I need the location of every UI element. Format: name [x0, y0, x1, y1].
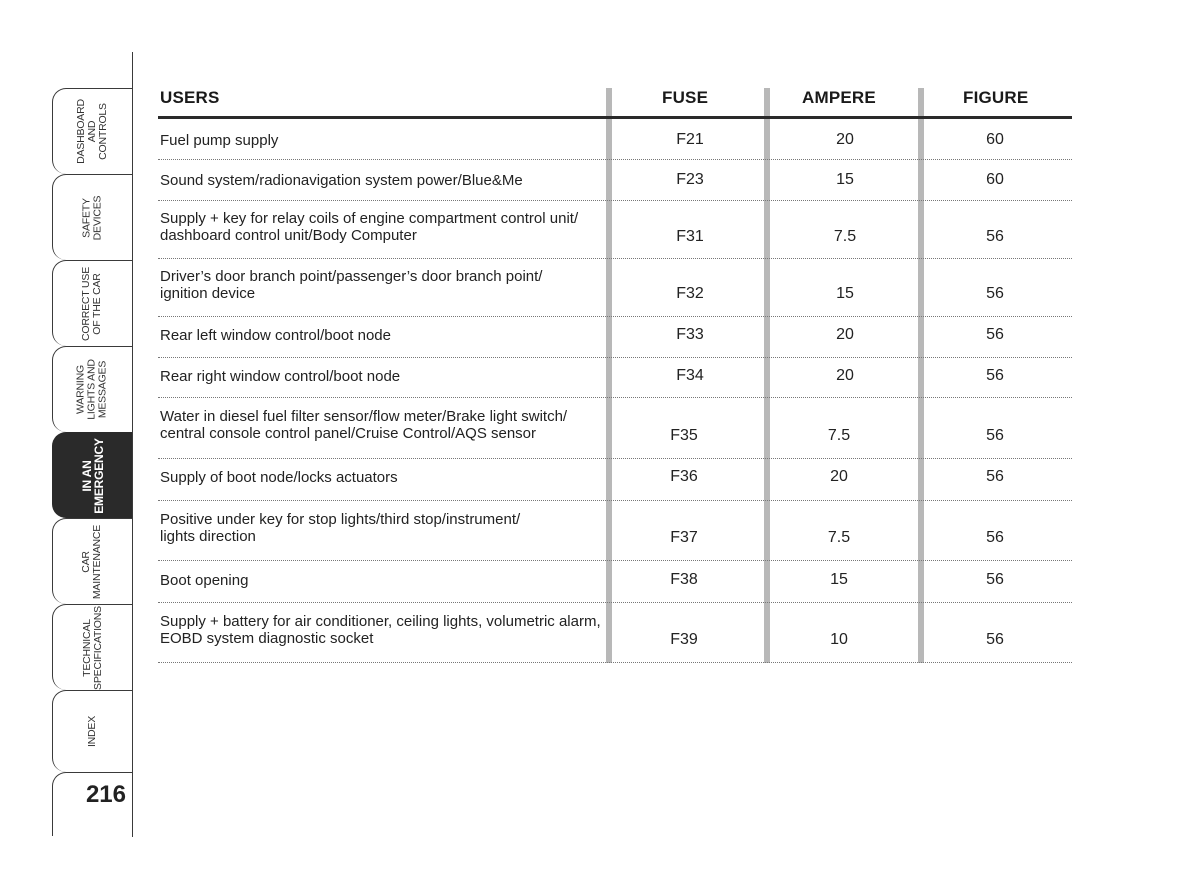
tab-label: SAFETY DEVICES	[80, 195, 104, 240]
cell-users: Supply of boot node/locks actuators	[160, 469, 398, 486]
header-fuse: FUSE	[662, 88, 709, 107]
tab-correct-use-of-the-car[interactable]	[52, 260, 132, 346]
cell-users: Driver’s door branch point/passenger’s door branch point/ ignition device	[160, 268, 543, 302]
sidebar-divider	[132, 52, 133, 837]
table-row	[158, 358, 1072, 398]
cell-fuse: F21	[676, 131, 704, 148]
cell-users: Supply + battery for air conditioner, ceiling lights, volumetric alarm, EOBD system diagnostic socket	[160, 613, 601, 647]
tab-technical-specifications[interactable]	[52, 604, 132, 690]
cell-ampere: 7.5	[833, 228, 857, 245]
cell-fuse: F34	[676, 367, 704, 384]
tab-label: CAR MAINTENANCE	[80, 524, 104, 599]
table-row	[158, 459, 1072, 501]
table-header	[158, 84, 1072, 119]
table-row	[158, 561, 1072, 603]
table-row	[158, 603, 1072, 663]
tab-label: TECHNICAL SPECIFICATIONS	[80, 605, 104, 690]
cell-fuse: F31	[676, 228, 704, 245]
page-number: 216	[85, 781, 126, 808]
cell-ampere: 20	[836, 326, 854, 343]
chapter-sidebar	[0, 0, 140, 886]
cell-ampere: 20	[836, 131, 854, 148]
cell-figure: 56	[986, 529, 1004, 546]
tab-index[interactable]	[52, 690, 132, 772]
cell-ampere: 20	[836, 367, 854, 384]
cell-users: Positive under key for stop lights/third stop/instrument/ lights direction	[160, 511, 521, 545]
cell-figure: 56	[986, 571, 1004, 588]
cell-fuse: F37	[670, 529, 698, 546]
cell-users: Rear right window control/boot node	[160, 368, 401, 385]
tab-dashboard-and-controls[interactable]	[52, 88, 132, 174]
cell-fuse: F39	[670, 631, 698, 648]
tab-in-an-emergency[interactable]	[52, 432, 132, 518]
table-row	[158, 259, 1072, 317]
cell-fuse: F36	[670, 468, 698, 485]
cell-figure: 56	[986, 631, 1004, 648]
cell-ampere: 7.5	[827, 529, 851, 546]
cell-figure: 60	[986, 131, 1004, 148]
cell-figure: 56	[986, 468, 1004, 485]
table-row	[158, 160, 1072, 201]
cell-fuse: F32	[676, 285, 704, 302]
table-row	[158, 201, 1072, 259]
tab-label: INDEX	[86, 715, 98, 748]
cell-fuse: F38	[670, 571, 698, 588]
table-row	[158, 119, 1072, 160]
cell-figure: 56	[986, 285, 1004, 302]
page-number-box	[52, 772, 132, 836]
header-users: USERS	[160, 88, 220, 107]
cell-figure: 56	[986, 228, 1004, 245]
tab-label: CORRECT USE OF THE CAR	[80, 266, 104, 341]
cell-ampere: 10	[830, 631, 848, 648]
cell-users: Fuel pump supply	[160, 132, 279, 149]
cell-users: Supply + key for relay coils of engine compartment control unit/ dashboard control unit/Body Computer	[160, 210, 579, 244]
cell-figure: 56	[986, 427, 1004, 444]
cell-users: Sound system/radionavigation system power/Blue&Me	[160, 172, 523, 189]
table-row	[158, 398, 1072, 459]
cell-ampere: 15	[836, 171, 854, 188]
cell-figure: 56	[986, 367, 1004, 384]
tab-warning-lights-and-messages[interactable]	[52, 346, 132, 432]
cell-fuse: F35	[670, 427, 698, 444]
tab-label: WARNING LIGHTS AND MESSAGES	[75, 359, 109, 420]
cell-users: Boot opening	[160, 572, 249, 589]
cell-ampere: 20	[830, 468, 848, 485]
tab-label: IN AN EMERGENCY	[79, 437, 106, 514]
fuse-table	[158, 84, 1072, 663]
cell-figure: 60	[986, 171, 1004, 188]
cell-users: Water in diesel fuel filter sensor/flow meter/Brake light switch/ central console control panel/Cruise Control/AQS sensor	[160, 408, 568, 442]
cell-fuse: F33	[676, 326, 704, 343]
tab-label: DASHBOARD AND CONTROLS	[75, 99, 109, 164]
cell-ampere: 15	[836, 285, 854, 302]
cell-ampere: 7.5	[827, 427, 851, 444]
cell-fuse: F23	[676, 171, 704, 188]
table-row	[158, 317, 1072, 358]
table-row	[158, 501, 1072, 561]
cell-users: Rear left window control/boot node	[160, 327, 391, 344]
header-ampere: AMPERE	[802, 88, 876, 107]
cell-ampere: 15	[830, 571, 848, 588]
tab-safety-devices[interactable]	[52, 174, 132, 260]
tab-car-maintenance[interactable]	[52, 518, 132, 604]
header-figure: FIGURE	[963, 88, 1029, 107]
cell-figure: 56	[986, 326, 1004, 343]
